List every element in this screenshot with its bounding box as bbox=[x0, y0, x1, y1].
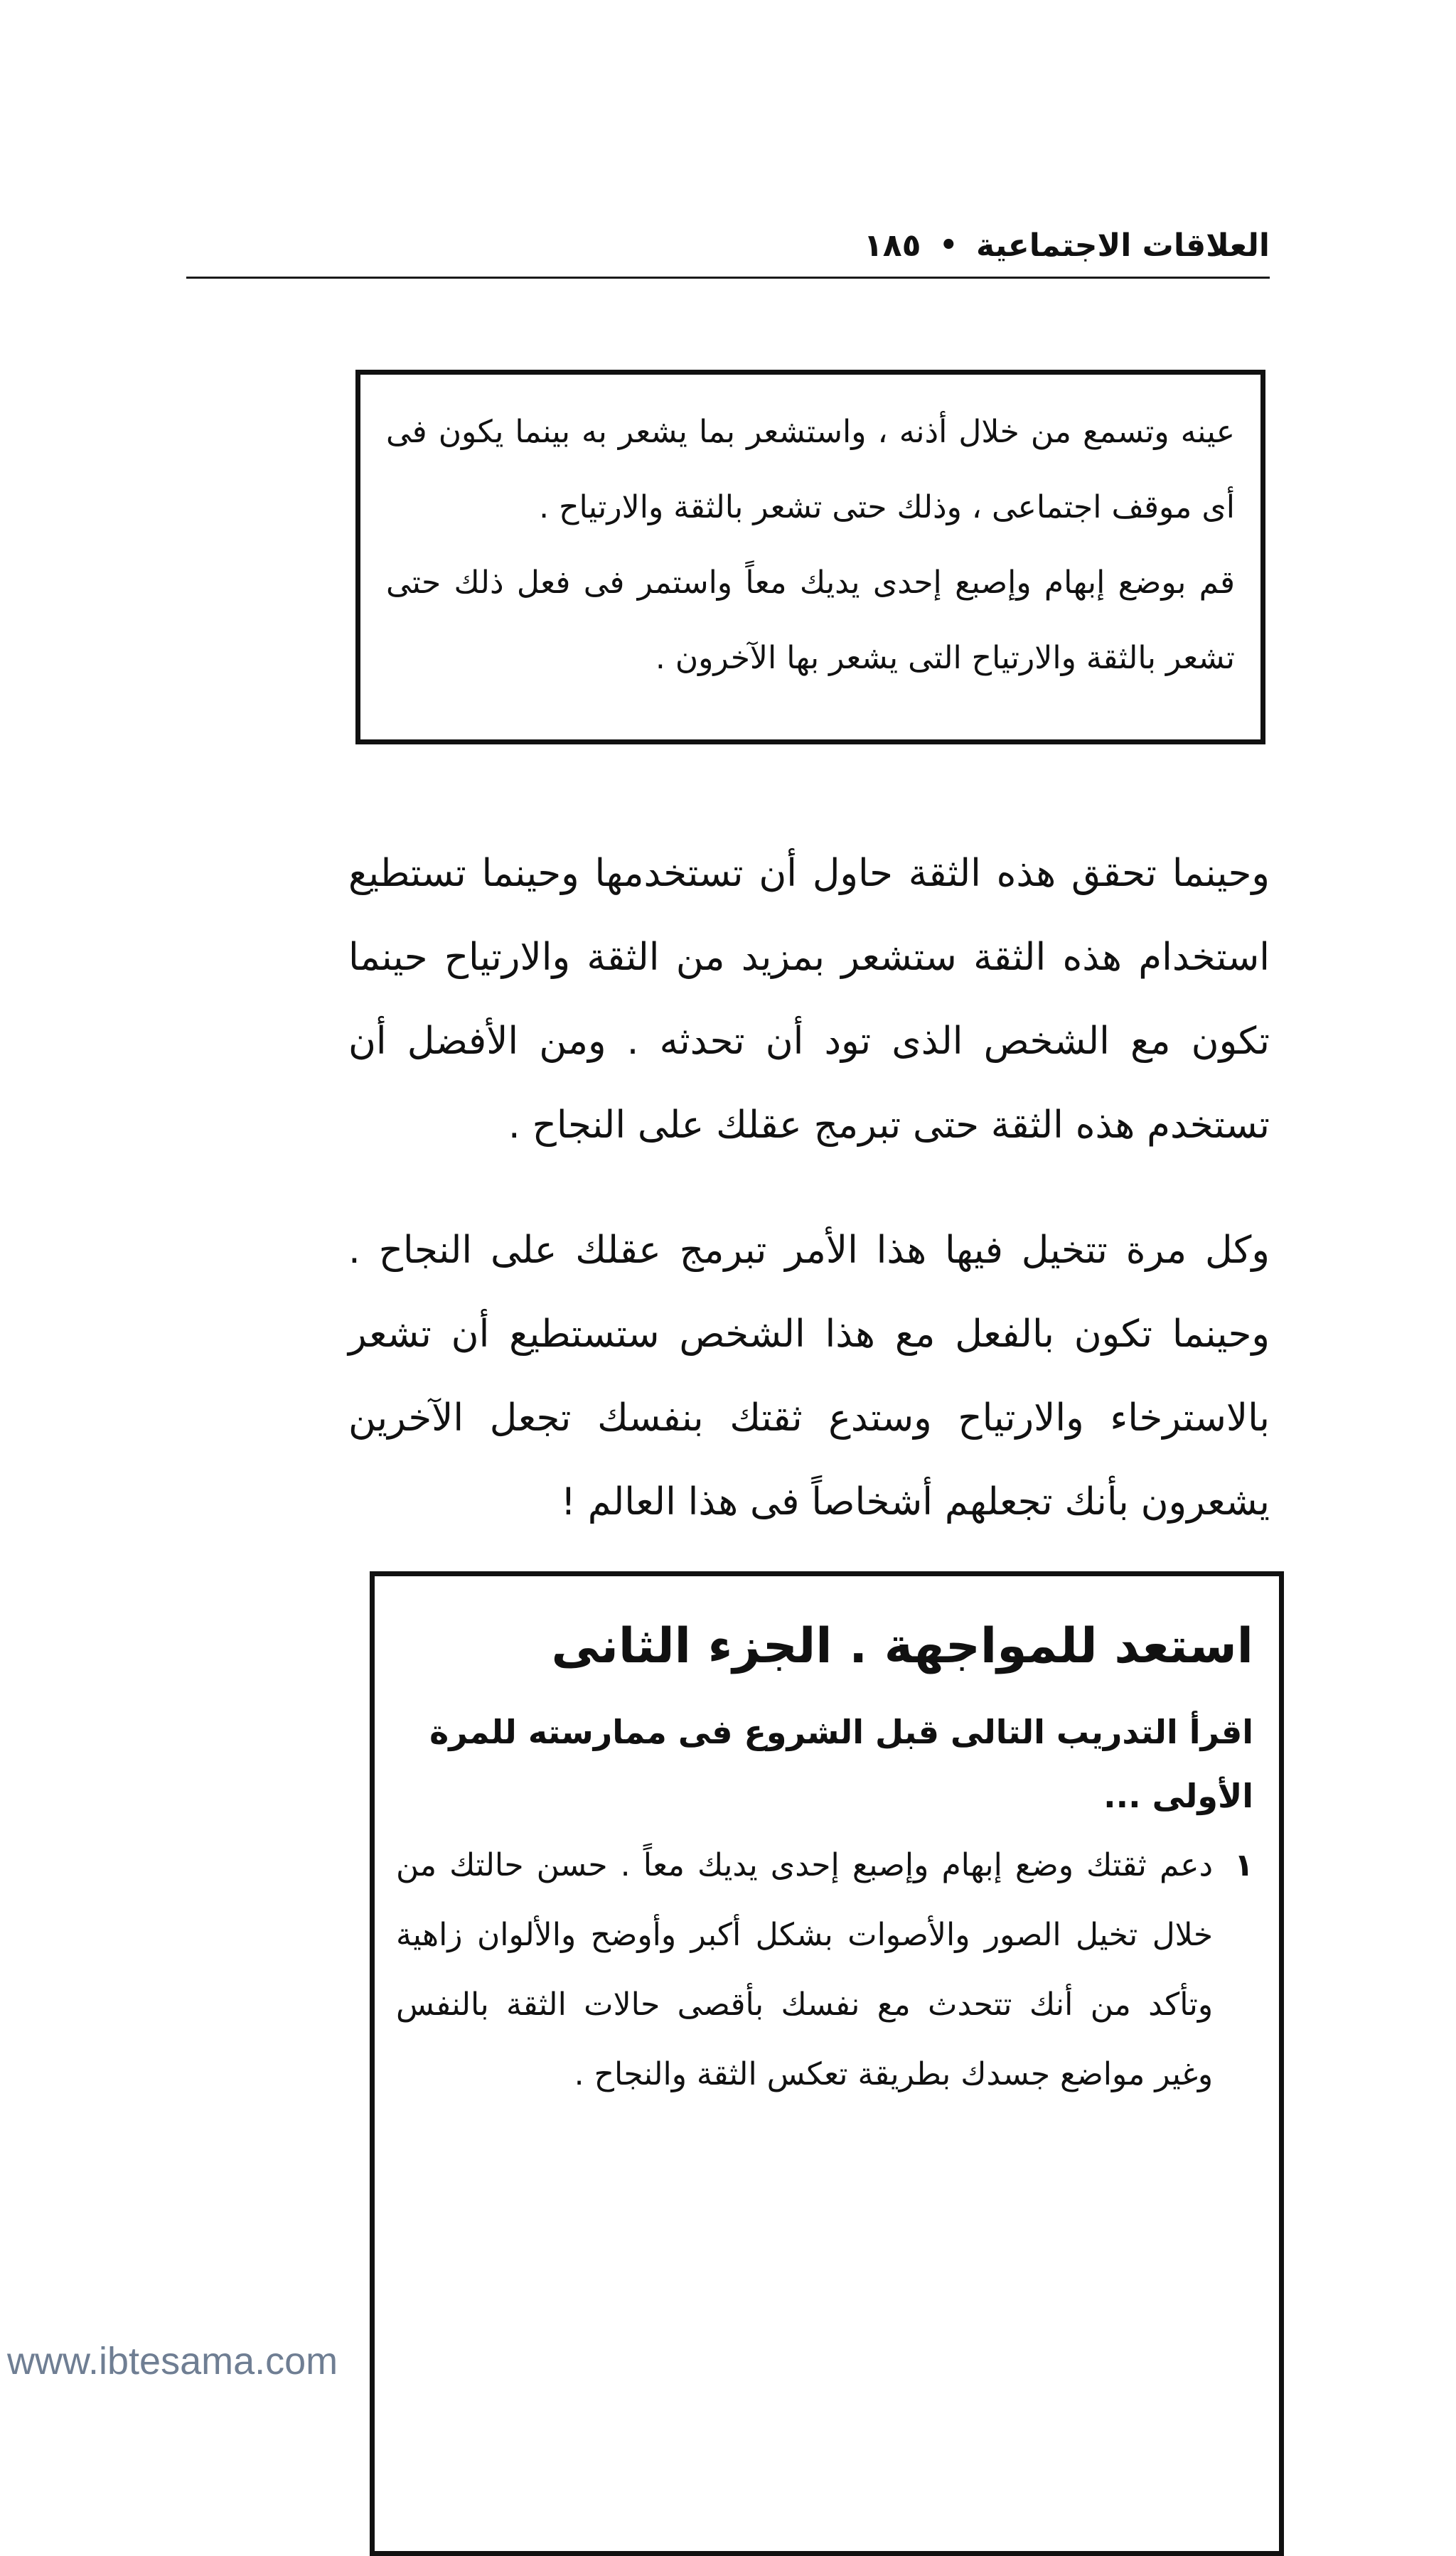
box2-title: استعد للمواجهة . الجزء الثانى bbox=[551, 1618, 1253, 1674]
header-rule bbox=[186, 277, 1270, 279]
step-number: ١ bbox=[1234, 1847, 1253, 1883]
page-number: ١٨٥ bbox=[863, 227, 921, 264]
box1-paragraph-1: عينه وتسمع من خلال أذنه ، واستشعر بما يشعر به بينما يكون فى أى موقف اجتماعى ، وذلك حتى تشعر بالثقة والارتياح . bbox=[386, 414, 1235, 525]
box2-step-1 bbox=[396, 1831, 1253, 2109]
exercise-box-part-two bbox=[370, 1571, 1284, 2556]
header-title: العلاقات الاجتماعية bbox=[976, 227, 1270, 264]
body-paragraph-2: وكل مرة تتخيل فيها هذا الأمر تبرمج عقلك على النجاح . وحينما تكون بالفعل مع هذا الشخص ستستطيع أن تشعر بالاسترخاء والارتياح وستدع ثقتك بنفسك تجعل الآخرين يشعرون بأنك تجعلهم أشخاصاً فى هذا العالم ! bbox=[348, 1229, 1270, 1524]
watermark: www.ibtesama.com bbox=[7, 2340, 338, 2383]
running-header bbox=[186, 213, 1270, 277]
box1-paragraph-2: قم بوضع إبهام وإصبع إحدى يديك معاً واستمر فى فعل ذلك حتى تشعر بالثقة والارتياح التى يشعر بها الآخرون . bbox=[386, 565, 1235, 676]
body-paragraph-1: وحينما تحقق هذه الثقة حاول أن تستخدمها وحينما تستطيع استخدام هذه الثقة ستشعر بمزيد من الثقة والارتياح حينما تكون مع الشخص الذى تود أن تحدثه . ومن الأفضل أن تستخدم هذه الثقة حتى تبرمج عقلك على النجاح . bbox=[348, 852, 1270, 1147]
exercise-box-continued bbox=[355, 370, 1265, 744]
header-bullet: • bbox=[939, 229, 958, 262]
step-text: دعم ثقتك وضع إبهام وإصبع إحدى يديك معاً . حسن حالتك من خلال تخيل الصور والأصوات بشكل أكبر وأوضح والألوان زاهية وتأكد من أنك تتحدث مع نفسك بأقصى حالات الثقة بالنفس وغير مواضع جسدك بطريقة تعكس الثقة والنجاح . bbox=[396, 1847, 1214, 2092]
box2-intro: اقرأ التدريب التالى قبل الشروع فى ممارسته للمرة الأولى ... bbox=[429, 1713, 1253, 1815]
